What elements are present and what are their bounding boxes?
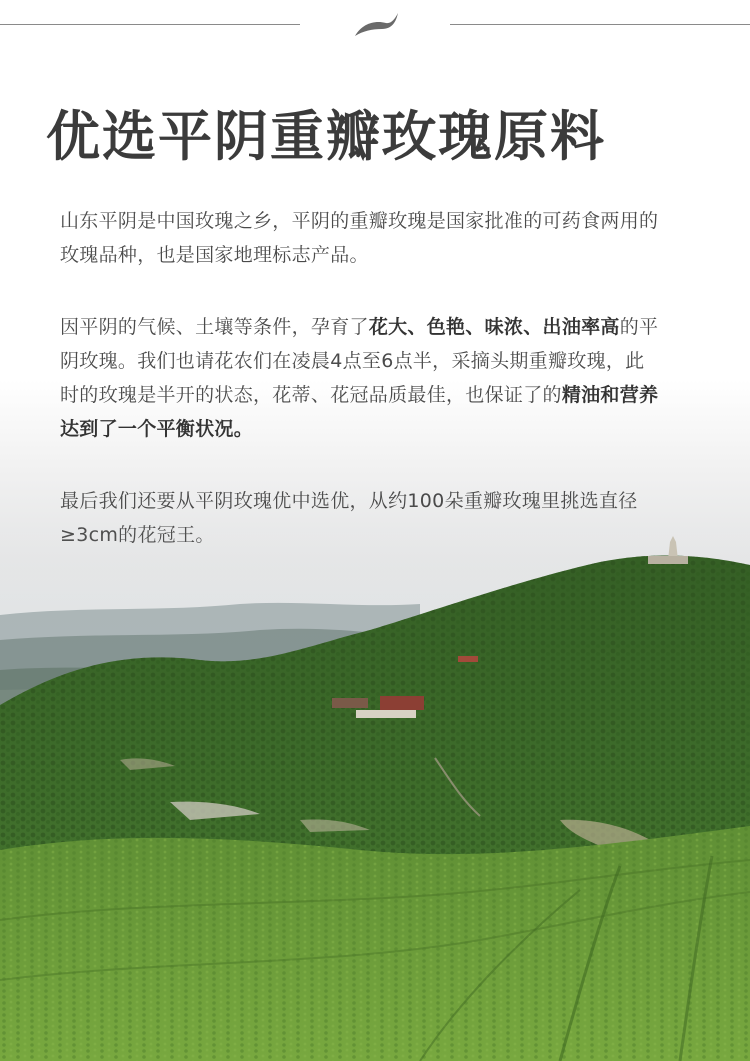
header-rule-right [450, 24, 750, 25]
oil-nutrition-highlight: 精油和营养达到了一个平衡状况。 [60, 384, 659, 440]
climate-text-a: 因平阴的气候、土壤等条件，孕育了 [60, 316, 369, 338]
climate-text-c: 的平阴玫瑰。我们也请花农们在凌晨4点至6点半，采摘头期重瓣玫瑰，此时的玫瑰是半开的状态，花蒂、花冠品质最佳，也保证了的 [60, 316, 659, 406]
rose-qualities-highlight: 花大、色艳、味浓、出油率高 [368, 316, 620, 338]
brush-swoosh-icon [352, 10, 400, 40]
intro-paragraph: 山东平阴是中国玫瑰之乡，平阴的重瓣玫瑰是国家批准的可药食两用的玫瑰品种，也是国家地理标志产品。 [60, 210, 659, 266]
page-title: 优选平阴重瓣玫瑰原料 [46, 104, 606, 168]
mountain-landscape-image [0, 520, 750, 1061]
selection-paragraph: 最后我们还要从平阴玫瑰优中选优，从约100朵重瓣玫瑰里挑选直径 [60, 490, 638, 512]
header-rule-left [0, 24, 300, 25]
climate-paragraph [60, 310, 660, 446]
